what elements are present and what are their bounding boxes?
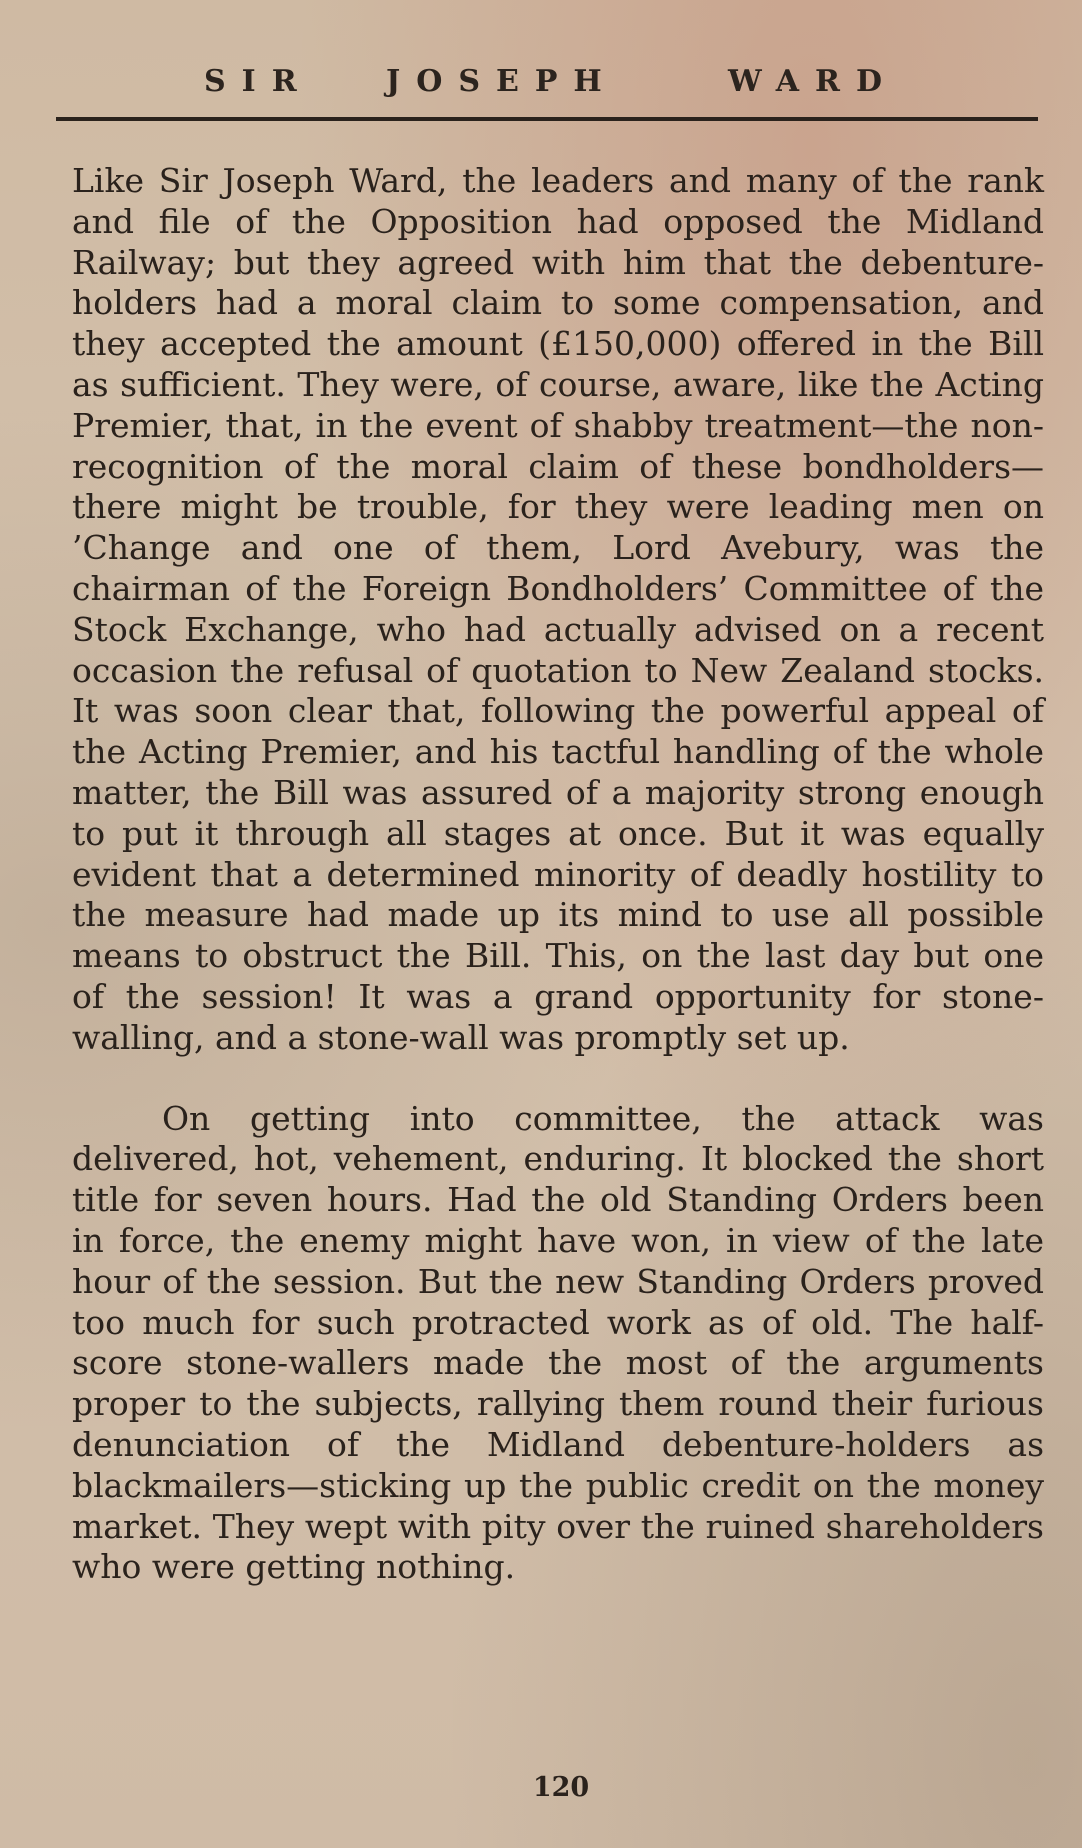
running-head — [60, 64, 1040, 110]
paragraph-1: Like Sir Joseph Ward, the leaders and many of the rank and file of the Opposition had opposed the Midland Railway; but they agreed with him that the debenture-holders had a moral claim to some compensation, and they accepted the amount (£150,000) offered in the Bill as sufficient. They were, of course, aware, like the Acting Premier, that, in the event of shabby treatment—the non-recognition of the moral claim of these bondholders—there might be trouble, for they were leading men on ’Change and one of them, Lord Avebury, was the chairman of the Foreign Bondholders’ Committee of the Stock Exchange, who had actually advised on a recent occasion the refusal of quotation to New Zealand stocks. It was soon clear that, following the powerful appeal of the Acting Premier, and his tactful handling of the whole matter, the Bill was assured of a majority strong enough to put it through all stages at once. But it was equally evident that a determined minority of deadly hostility to the measure had made up its mind to use all possible means to obstruct the Bill. This, on the last day but one of the session! It was a grand opportunity for stone-walling, and a stone-wall was promptly set up. — [72, 161, 1044, 1057]
running-head-word-ward: WARD — [728, 64, 898, 99]
body-text — [72, 161, 1044, 1588]
header-rule — [56, 117, 1038, 121]
page-number: 120 — [532, 1772, 590, 1803]
running-head-word-joseph: JOSEPH — [386, 64, 618, 99]
paragraph-2: On getting into committee, the attack was delivered, hot, vehement, enduring. It blocked the short title for seven hours. Had the old Standing Orders been in force, the enemy might have won, in view of the late hour of the session. But the new Standing Orders proved too much for such protracted work as of old. The half-score stone-wallers made the most of the arguments proper to the subjects, rallying them round their furious denunciation of the Midland debenture-holders as blackmailers—sticking up the public credit on the money market. They wept with pity over the ruined shareholders who were getting nothing. — [72, 1098, 1044, 1587]
running-head-word-sir: SIR — [204, 64, 313, 99]
